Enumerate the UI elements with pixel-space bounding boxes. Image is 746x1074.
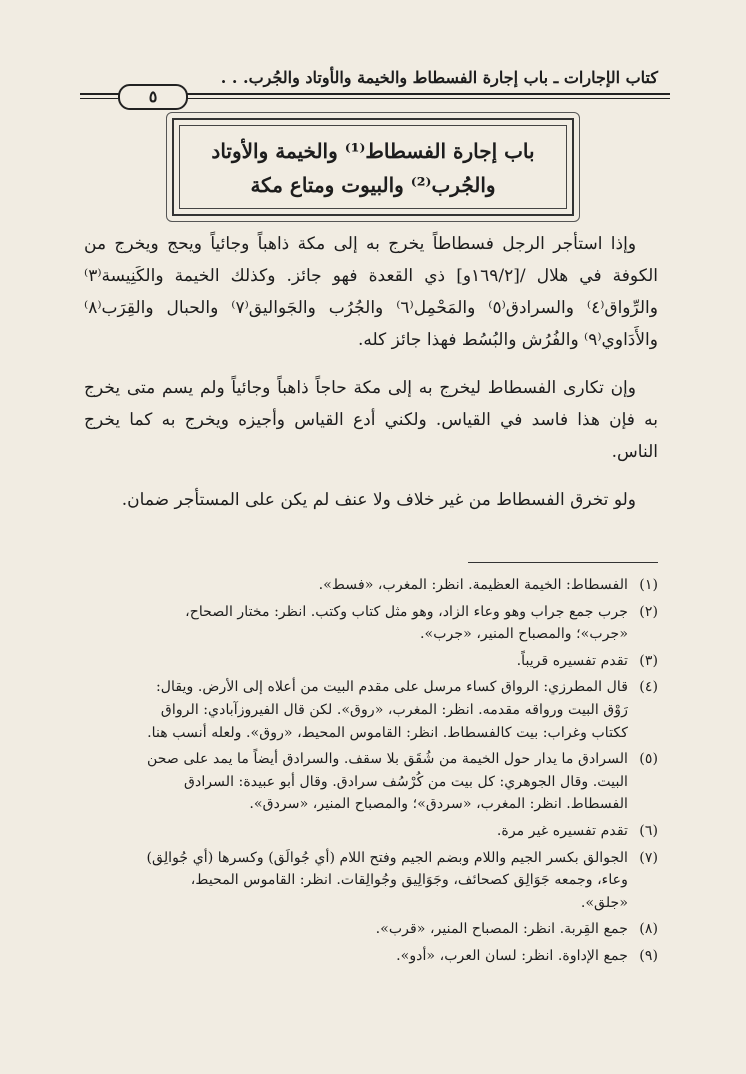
footnote-text	[84, 945, 628, 968]
footnote-number: (٩)	[639, 947, 658, 964]
main-text	[84, 228, 658, 530]
footnote	[84, 945, 658, 968]
footnote-line: الفسطاط: الخيمة العظيمة. انظر: المغرب، «فسط».	[318, 577, 628, 593]
text-line: ضمان.	[121, 490, 170, 510]
header-rule	[80, 84, 670, 108]
footnote-line: وعاء، وجمعه جَوَالِق كصحائف، وجَوَالِيق وجُوالِقات. انظر: القاموس المحيط،	[190, 872, 628, 889]
footnote-text	[84, 748, 628, 816]
footnote-line: رَوْق البيت ورواقه مقدمه. انظر: المغرب، «روق». لكن قال الفيروزآبادي: الرواق	[160, 701, 628, 718]
footnote-line: «جرب»؛ والمصباح المنير، «جرب».	[420, 626, 628, 643]
paragraph-3	[84, 484, 658, 516]
footnote-number: (٧)	[639, 849, 658, 866]
footnote	[84, 918, 658, 941]
footnote-number: (٣)	[639, 652, 658, 669]
footnote-text	[84, 820, 628, 843]
footnote-line: الجوالق بكسر الجيم واللام وبضم الجيم وفتح اللام (أي جُوالَق) وكسرها (أي جُوالِق)	[146, 849, 628, 866]
footnote	[84, 601, 658, 646]
paragraph-1	[84, 228, 658, 356]
chapter-title-frame	[172, 118, 574, 216]
footnote-text	[84, 574, 628, 597]
footnote-line: السرادق ما يدار حول الخيمة من شُقَق بلا سقف. والسرادق أيضاً ما يمد على صحن	[146, 751, 628, 768]
footnote-number: (٢)	[639, 603, 658, 620]
footnote-line: البيت. وقال الجوهري: كل بيت من كُرْسُف سرادق. وقال أبو عبيدة: السرادق	[184, 773, 628, 790]
footnote-text	[84, 918, 628, 941]
footnote-text	[84, 676, 628, 744]
page-number: ٥	[118, 84, 188, 110]
footnote-line: ككتاب وغراب: بيت كالفسطاط. انظر: القاموس المحيط، «روق». ولعله أنسب هنا.	[147, 724, 628, 741]
chapter-title-line-1: باب إجارة الفسطاط⁽¹⁾ والخيمة والأوتاد	[211, 139, 535, 163]
text-line: متى يخرج به فإن هذا فاسد في القياس. ولكني أدع القياس وأجيزه ويخرج	[84, 378, 658, 430]
footnote-number: (٦)	[639, 822, 658, 839]
footnote-text	[84, 601, 628, 646]
text-line: ويخرج من الكوفة في هلال /[١٦٩/٢و] ذي القعدة فهو جائز. وكذلك	[84, 234, 658, 286]
text-line: وإذا استأجر الرجل فسطاطاً يخرج به إلى مكة ذاهباً وجائياً ويحج	[167, 234, 637, 254]
footnote-line: جمع الإداوة. انظر: لسان العرب، «أدو».	[396, 947, 628, 964]
footnote-line: جمع القِربة. انظر: المصباح المنير، «قرب».	[375, 921, 628, 938]
footnote	[84, 820, 658, 843]
footnote-line: تقدم تفسيره قريباً.	[516, 652, 628, 669]
footnote-line: قال المطرزي: الرواق كساء مرسل على مقدم البيت من أعلاه إلى الأرض. ويقال:	[155, 679, 628, 696]
text-line: والجَواليق⁽٧⁾ والحبال والقِرَب⁽٨⁾ والأَدَاوي⁽٩⁾ والفُرُش والبُسُط فهذا جائز كله.	[84, 298, 658, 350]
text-line: الخيمة والكَنِيسة⁽٣⁾ والرِّواق⁽٤⁾ والسرادق⁽٥⁾ والمَحْمِل⁽٦⁾ والجُرُب	[84, 266, 658, 318]
footnote-text	[84, 847, 628, 915]
chapter-title	[186, 134, 560, 202]
footnote-number: (٤)	[639, 679, 658, 696]
paragraph-2	[84, 372, 658, 468]
footnotes	[84, 574, 658, 972]
footnote-number: (٥)	[639, 751, 658, 768]
footnote	[84, 847, 658, 915]
text-line: وإن تكارى الفسطاط ليخرج به إلى مكة حاجاً ذاهباً وجائياً ولم يسم	[161, 378, 636, 398]
footnote-text	[84, 650, 628, 673]
footnote-divider	[468, 562, 658, 563]
footnote-line: جرب جمع جراب وهو وعاء الزاد، وهو مثل كتاب وكتب. انظر: مختار الصحاح،	[185, 603, 628, 620]
footnote	[84, 574, 658, 597]
footnote	[84, 676, 658, 744]
footnote-line: الفسطاط. انظر: المغرب، «سردق»؛ والمصباح المنير، «سردق».	[249, 796, 628, 813]
footnote-line: «جلق».	[580, 894, 628, 911]
text-line: ولو تخرق الفسطاط من غير خلاف ولا عنف لم يكن على المستأجر	[174, 490, 636, 510]
footnote-line: تقدم تفسيره غير مرة.	[496, 822, 628, 839]
footnote	[84, 650, 658, 673]
footnote-number: (٨)	[639, 921, 658, 938]
footnote	[84, 748, 658, 816]
text-line: به كما يخرج الناس.	[84, 410, 658, 462]
chapter-title-line-2: والجُرب⁽²⁾ والبيوت ومتاع مكة	[250, 173, 496, 197]
running-header: كتاب الإجارات ـ باب إجارة الفسطاط والخيمة والأوتاد والجُرب. . .	[220, 68, 658, 87]
footnote-number: (١)	[639, 577, 658, 593]
